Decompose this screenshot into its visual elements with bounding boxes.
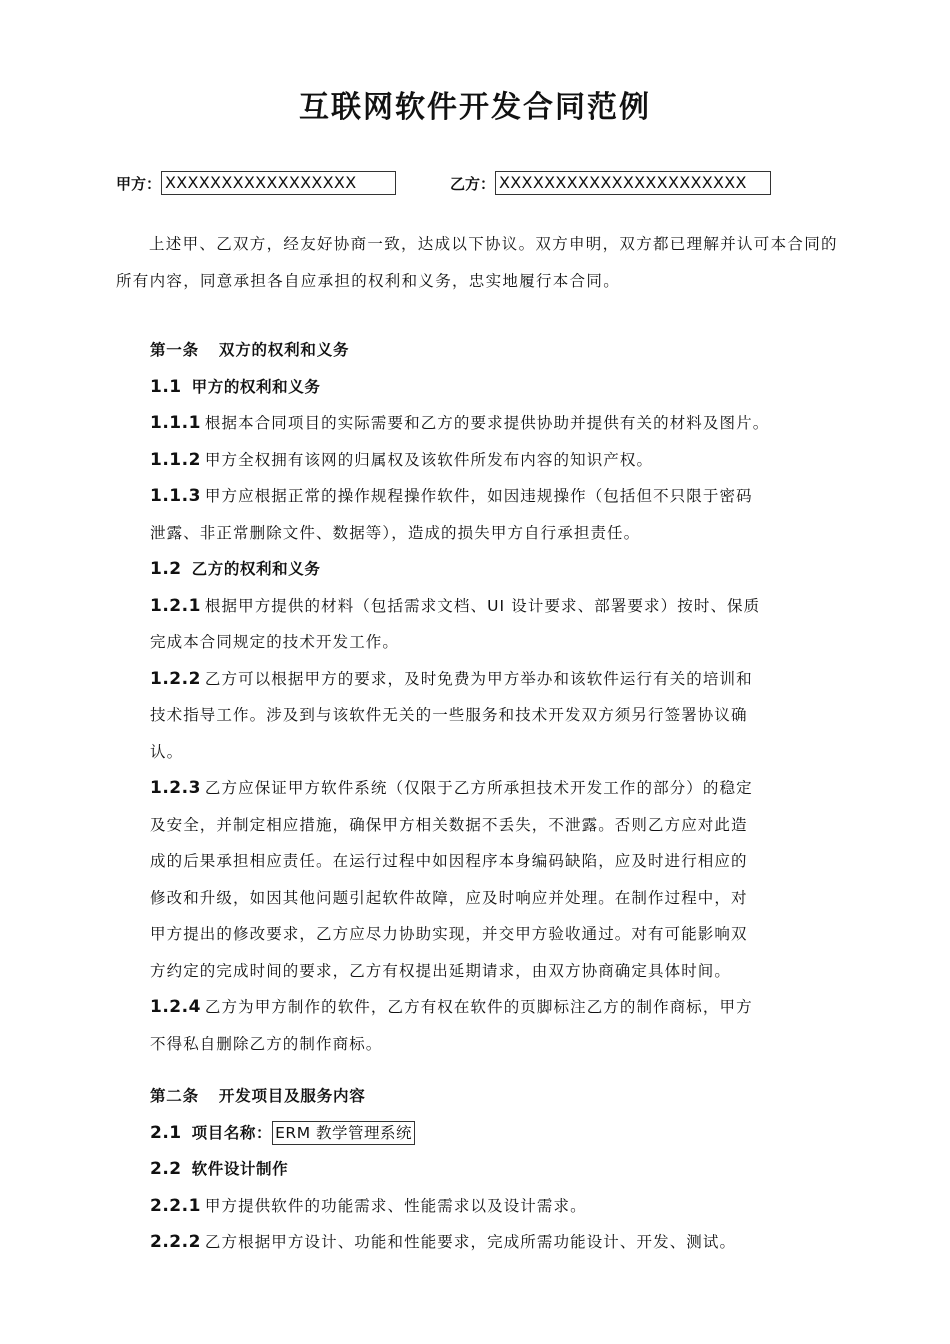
clause-1-2-3 bbox=[150, 770, 850, 807]
party-a-label: 甲方： bbox=[116, 174, 162, 193]
article-2-number: 第二条 bbox=[150, 1087, 199, 1105]
clause-text: 乙方为甲方制作的软件，乙方有权在软件的页脚标注乙方的制作商标，甲方 bbox=[204, 998, 753, 1016]
section-1-2-title: 乙方的权利和义务 bbox=[191, 560, 321, 578]
clause-2-2-1 bbox=[150, 1188, 850, 1225]
article-1-heading bbox=[150, 332, 850, 369]
section-1-1-title: 甲方的权利和义务 bbox=[191, 377, 321, 396]
party-b-label: 乙方： bbox=[450, 174, 496, 193]
party-a-field[interactable]: XXXXXXXXXXXXXXXXX bbox=[161, 171, 396, 195]
article-1-number: 第一条 bbox=[150, 341, 199, 359]
clause-1-2-3-cont-4: 甲方提出的修改要求，乙方应尽力协助实现，并交甲方验收通过。对有可能影响双 bbox=[150, 925, 748, 943]
article-gap bbox=[150, 1062, 850, 1078]
clause-number: 2.2.2 bbox=[150, 1232, 201, 1252]
clause-number: 1.2.1 bbox=[150, 595, 201, 616]
article-1-title: 双方的权利和义务 bbox=[218, 341, 350, 359]
clause-number: 1.1.3 bbox=[150, 486, 201, 506]
clause-text: 根据本合同项目的实际需要和乙方的要求提供协助并提供有关的材料及图片。 bbox=[204, 414, 770, 432]
project-name-field[interactable]: ERM 教学管理系统 bbox=[272, 1121, 415, 1145]
clause-text: 甲方全权拥有该网的归属权及该软件所发布内容的知识产权。 bbox=[204, 450, 654, 469]
clause-1-2-3-cont-3: 修改和升级，如因其他问题引起软件故障，应及时响应并处理。在制作过程中，对 bbox=[150, 888, 748, 907]
section-2-1-number: 2.1 bbox=[150, 1122, 182, 1143]
clause-2-2-2 bbox=[150, 1224, 850, 1261]
article-2-heading bbox=[150, 1078, 850, 1115]
clause-1-1-2 bbox=[150, 442, 850, 479]
clause-number: 1.2.2 bbox=[150, 668, 201, 689]
clause-1-2-2-cont-2: 认。 bbox=[150, 742, 184, 761]
clause-1-1-1 bbox=[150, 405, 850, 442]
contract-body bbox=[150, 332, 850, 1261]
clause-number: 1.2.4 bbox=[150, 997, 201, 1017]
article-2-title: 开发项目及服务内容 bbox=[218, 1087, 366, 1105]
clause-text: 甲方提供软件的功能需求、性能需求以及设计需求。 bbox=[204, 1196, 587, 1215]
clause-number: 1.2.3 bbox=[150, 778, 201, 798]
parties-row bbox=[116, 170, 771, 196]
clause-text: 根据甲方提供的材料（包括需求文档、UI 设计要求、部署要求）按时、保质 bbox=[204, 596, 761, 615]
clause-1-1-3-cont: 泄露、非正常删除文件、数据等），造成的损失甲方自行承担责任。 bbox=[150, 523, 641, 542]
section-2-1-heading bbox=[150, 1115, 850, 1152]
clause-1-2-2-cont-1: 技术指导工作。涉及到与该软件无关的一些服务和技术开发双方须另行签署协议确 bbox=[150, 706, 748, 724]
clause-1-1-3 bbox=[150, 478, 850, 515]
section-2-2-number: 2.2 bbox=[150, 1159, 182, 1179]
section-1-2-number: 1.2 bbox=[150, 559, 182, 579]
clause-1-2-1 bbox=[150, 588, 850, 625]
clause-1-2-4-cont: 不得私自删除乙方的制作商标。 bbox=[150, 1034, 383, 1053]
clause-1-2-3-cont-1: 及安全，并制定相应措施，确保甲方相关数据不丢失，不泄露。否则乙方应对此造 bbox=[150, 815, 748, 834]
clause-text: 乙方可以根据甲方的要求，及时免费为甲方举办和该软件运行有关的培训和 bbox=[204, 669, 753, 688]
clause-1-2-3-cont-5: 方约定的完成时间的要求，乙方有权提出延期请求，由双方协商确定具体时间。 bbox=[150, 961, 732, 980]
section-2-2-heading bbox=[150, 1151, 850, 1188]
section-1-1-number: 1.1 bbox=[150, 376, 182, 397]
project-name-label: 项目名称： bbox=[191, 1123, 273, 1142]
clause-number: 1.1.2 bbox=[150, 449, 201, 470]
document-title: 互联网软件开发合同范例 bbox=[299, 90, 651, 125]
clause-number: 1.1.1 bbox=[150, 413, 201, 433]
section-1-2-heading bbox=[150, 551, 850, 588]
clause-1-2-4 bbox=[150, 989, 850, 1026]
section-1-1-heading bbox=[150, 369, 850, 406]
clause-text: 乙方根据甲方设计、功能和性能要求，完成所需功能设计、开发、测试。 bbox=[204, 1233, 737, 1251]
party-b-field[interactable]: XXXXXXXXXXXXXXXXXXXXXX bbox=[495, 171, 771, 195]
clause-text: 乙方应保证甲方软件系统（仅限于乙方所承担技术开发工作的部分）的稳定 bbox=[204, 779, 753, 797]
clause-1-2-2 bbox=[150, 661, 850, 698]
clause-1-2-1-cont: 完成本合同规定的技术开发工作。 bbox=[150, 633, 400, 651]
section-2-2-title: 软件设计制作 bbox=[191, 1160, 289, 1178]
clause-1-2-3-cont-2: 成的后果承担相应责任。在运行过程中如因程序本身编码缺陷，应及时进行相应的 bbox=[150, 852, 748, 870]
intro-paragraph: 上述甲、乙双方，经友好协商一致，达成以下协议。双方申明，双方都已理解并认可本合同的所有内容，同意承担各自应承担的权利和义务，忠实地履行本合同。 bbox=[116, 235, 838, 290]
clause-number: 2.2.1 bbox=[150, 1195, 201, 1216]
clause-text: 甲方应根据正常的操作规程操作软件，如因违规操作（包括但不只限于密码 bbox=[204, 487, 753, 505]
